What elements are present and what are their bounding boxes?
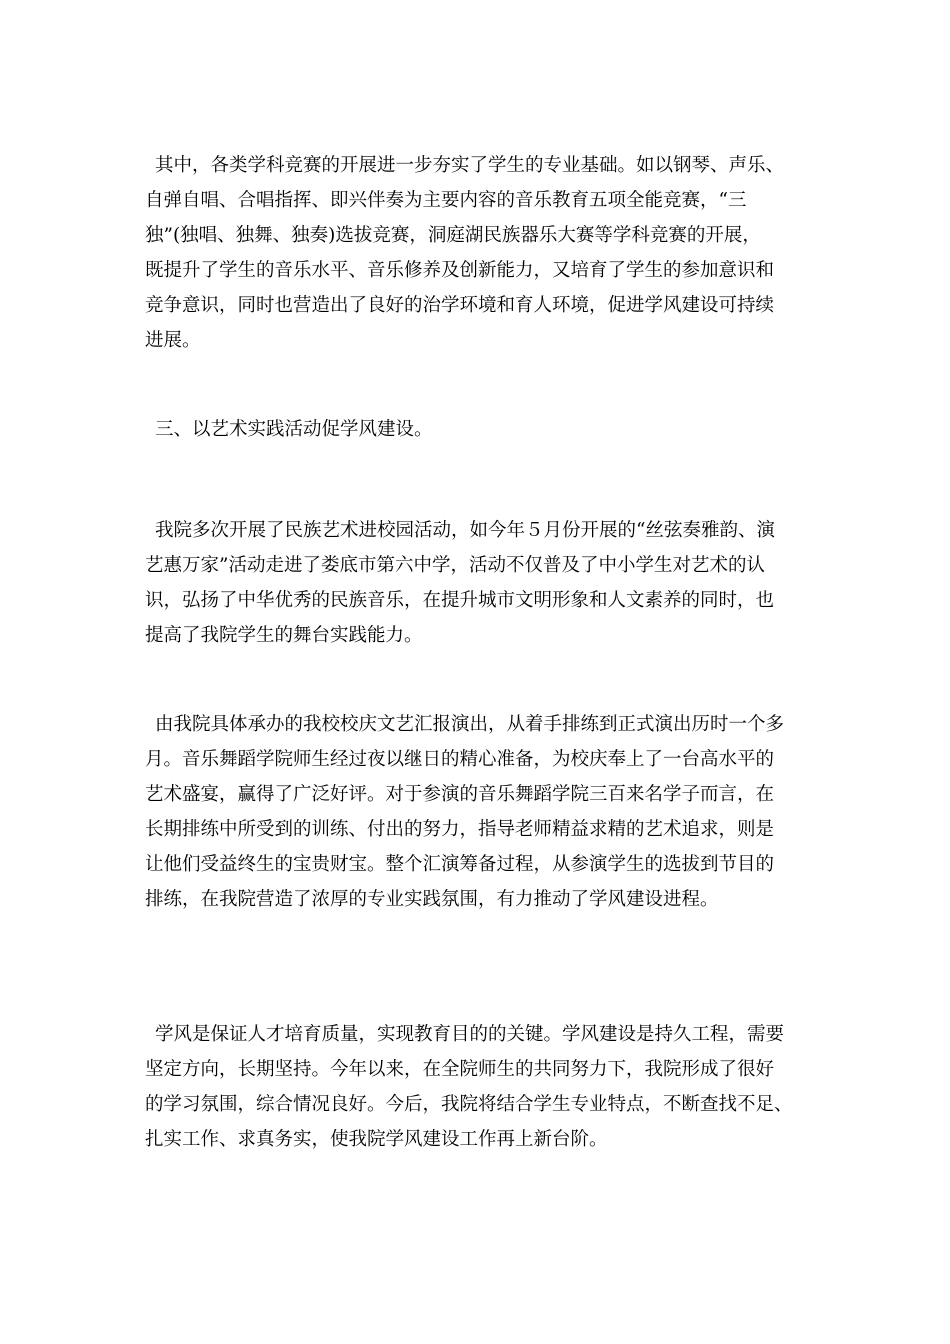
text-line: 进展。 bbox=[145, 330, 201, 351]
text-line: 由我院具体承办的我校校庆文艺汇报演出，从着手排练到正式演出历时一个多 bbox=[155, 714, 785, 735]
text-line: 的学习氛围，综合情况良好。今后，我院将结合学生专业特点，不断查找不足、 bbox=[145, 1094, 793, 1115]
text-line: 自弹自唱、合唱指挥、即兴伴奏为主要内容的音乐教育五项全能竞赛，“三 bbox=[145, 190, 747, 211]
text-line: 扎实工作、求真务实，使我院学风建设工作再上新台阶。 bbox=[145, 1129, 608, 1150]
text-line: 其中，各类学科竞赛的开展进一步夯实了学生的专业基础。如以钢琴、声乐、 bbox=[155, 155, 785, 176]
text-line: 提高了我院学生的舞台实践能力。 bbox=[145, 625, 423, 646]
text-line: 竞争意识，同时也营造出了良好的治学环境和育人环境，促进学风建设可持续 bbox=[145, 295, 775, 316]
paragraph-conclusion bbox=[145, 1017, 810, 1157]
text-line: 让他们受益终生的宝贵财宝。整个汇演筹备过程，从参演学生的选拔到节目的 bbox=[145, 854, 775, 875]
text-line: 既提升了学生的音乐水平、音乐修养及创新能力，又培育了学生的参加意识和 bbox=[145, 260, 775, 281]
heading-text: 三、以艺术实践活动促学风建设。 bbox=[155, 419, 433, 440]
paragraph-anniversary-performance bbox=[145, 707, 810, 917]
text-line: 长期排练中所受到的训练、付出的努力，指导老师精益求精的艺术追求，则是 bbox=[145, 819, 775, 840]
text-line: 艺惠万家”活动走进了娄底市第六中学，活动不仅普及了中小学生对艺术的认 bbox=[145, 555, 765, 576]
text-line: 艺术盛宴，赢得了广泛好评。对于参演的音乐舞蹈学院三百来名学子而言，在 bbox=[145, 784, 775, 805]
section-heading bbox=[145, 412, 810, 447]
text-line: 月。音乐舞蹈学院师生经过夜以继日的精心准备，为校庆奉上了一台高水平的 bbox=[145, 749, 775, 770]
text-line: 学风是保证人才培育质量，实现教育目的的关键。学风建设是持久工程，需要 bbox=[155, 1024, 785, 1045]
text-line: 独”(独唱、独舞、独奏)选拔竞赛，洞庭湖民族器乐大赛等学科竞赛的开展， bbox=[145, 225, 761, 246]
text-line: 排练，在我院营造了浓厚的专业实践氛围，有力推动了学风建设进程。 bbox=[145, 889, 719, 910]
paragraph-subject-competitions bbox=[145, 148, 810, 358]
text-line: 我院多次开展了民族艺术进校园活动，如今年５月份开展的“丝弦奏雅韵、演 bbox=[155, 520, 775, 541]
text-line: 识，弘扬了中华优秀的民族音乐，在提升城市文明形象和人文素养的同时，也 bbox=[145, 590, 775, 611]
text-line: 坚定方向，长期坚持。今年以来，在全院师生的共同努力下，我院形成了很好 bbox=[145, 1059, 775, 1080]
paragraph-art-campus-activity bbox=[145, 513, 810, 653]
